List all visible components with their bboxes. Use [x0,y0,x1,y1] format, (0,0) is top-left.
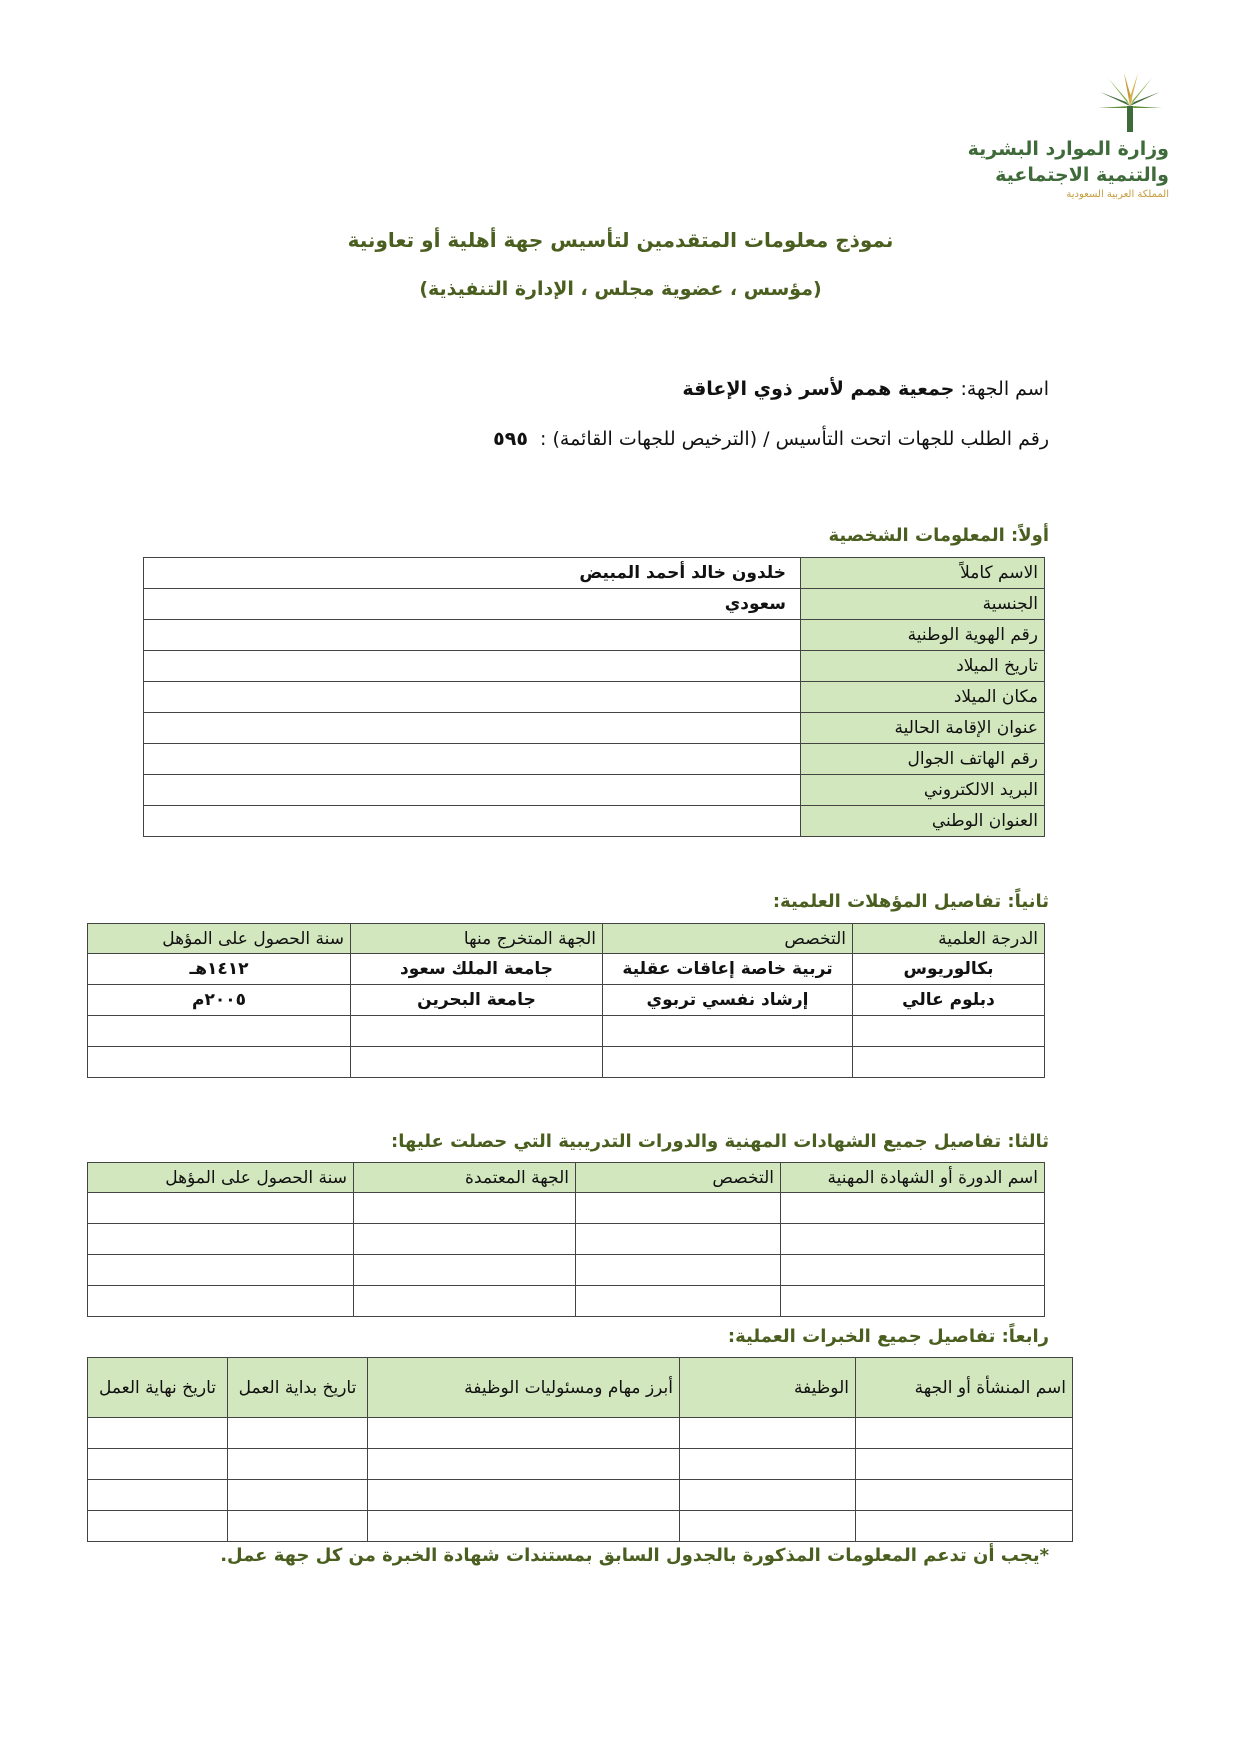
table-cell: بكالوريوس [853,954,1045,985]
table-cell: ١٤١٢هـ [88,954,351,985]
field-label-full-name: الاسم كاملاً [801,558,1045,589]
table-row [88,1255,1045,1286]
table-row [144,775,1045,806]
table-cell: دبلوم عالي [853,985,1045,1016]
column-header: تاريخ بداية العمل [228,1358,368,1418]
table-cell [88,1286,354,1317]
table-row [144,806,1045,837]
field-value-birth-place [144,682,801,713]
table-cell [88,1016,351,1047]
table-row [144,558,1045,589]
table-cell [856,1449,1073,1480]
table-cell [576,1286,781,1317]
table-cell [856,1511,1073,1542]
table-cell [351,1016,603,1047]
table-cell: تربية خاصة إعاقات عقلية [603,954,853,985]
table-row [88,1418,1073,1449]
table-cell [856,1480,1073,1511]
table-cell [576,1224,781,1255]
table-cell [576,1255,781,1286]
request-label: رقم الطلب للجهات اتحت التأسيس / (الترخيص للجهات القائمة) : [540,428,1049,450]
field-label-email: البريد الالكتروني [801,775,1045,806]
table-row [144,589,1045,620]
column-header: الجهة المعتمدة [354,1163,576,1193]
logo-line-1: وزارة الموارد البشرية [967,138,1169,160]
table-cell: جامعة الملك سعود [351,954,603,985]
field-label-mobile: رقم الهاتف الجوال [801,744,1045,775]
ministry-logo [967,72,1169,212]
table-cell [603,1016,853,1047]
field-value-birth-date [144,651,801,682]
table-cell [853,1016,1045,1047]
field-label-address: عنوان الإقامة الحالية [801,713,1045,744]
table-cell [88,1449,228,1480]
table-row [88,985,1045,1016]
field-value-address [144,713,801,744]
table-row [88,1511,1073,1542]
table-row [144,713,1045,744]
table-cell [88,1255,354,1286]
personal-info-table [143,557,1045,837]
column-header: تاريخ نهاية العمل [88,1358,228,1418]
column-header: الوظيفة [680,1358,856,1418]
table-header-row [88,924,1045,954]
table-cell [228,1449,368,1480]
table-row [88,1047,1045,1078]
field-value-full-name: خلدون خالد أحمد المبيض [144,558,801,589]
table-row [144,620,1045,651]
column-header: الجهة المتخرج منها [351,924,603,954]
table-cell [853,1047,1045,1078]
table-cell [228,1480,368,1511]
field-value-national-id [144,620,801,651]
column-header: أبرز مهام ومسئوليات الوظيفة [368,1358,680,1418]
field-value-nationality: سعودي [144,589,801,620]
table-row [88,1193,1045,1224]
section-experience-heading: رابعاً: تفاصيل جميع الخبرات العملية: [727,1326,1049,1347]
field-value-email [144,775,801,806]
footnote: *يجب أن تدعم المعلومات المذكورة بالجدول السابق بمستندات شهادة الخبرة من كل جهة عمل. [220,1545,1049,1566]
table-cell [781,1255,1045,1286]
section-qualifications-heading: ثانياً: تفاصيل المؤهلات العلمية: [772,891,1049,912]
table-cell [680,1480,856,1511]
table-cell [368,1449,680,1480]
field-label-birth-place: مكان الميلاد [801,682,1045,713]
table-cell [88,1480,228,1511]
logo-line-3: المملكة العربية السعودية [1066,189,1169,200]
table-cell: ٢٠٠٥م [88,985,351,1016]
table-cell [88,1193,354,1224]
table-cell [856,1418,1073,1449]
table-cell [88,1224,354,1255]
logo-line-2: والتنمية الاجتماعية [995,164,1169,186]
form-subtitle: (مؤسس ، عضوية مجلس ، الإدارة التنفيذية) [419,278,822,300]
field-label-nationality: الجنسية [801,589,1045,620]
column-header: التخصص [576,1163,781,1193]
entity-line [682,378,1049,400]
request-line [493,428,1049,450]
field-value-mobile [144,744,801,775]
column-header: اسم المنشأة أو الجهة [856,1358,1073,1418]
table-cell [368,1418,680,1449]
table-row [88,1480,1073,1511]
table-cell [354,1286,576,1317]
table-cell [354,1193,576,1224]
table-row [144,651,1045,682]
table-row [88,954,1045,985]
table-cell: إرشاد نفسي تربوي [603,985,853,1016]
table-cell [603,1047,853,1078]
form-title: نموذج معلومات المتقدمين لتأسيس جهة أهلية أو تعاونية [347,228,894,252]
table-cell [368,1480,680,1511]
table-cell [228,1418,368,1449]
table-cell [781,1224,1045,1255]
field-label-national-address: العنوان الوطني [801,806,1045,837]
table-row [88,1016,1045,1047]
table-cell [680,1511,856,1542]
column-header: سنة الحصول على المؤهل [88,924,351,954]
table-cell [88,1418,228,1449]
table-row [88,1449,1073,1480]
table-cell [576,1193,781,1224]
table-cell [228,1511,368,1542]
table-cell [88,1511,228,1542]
field-label-national-id: رقم الهوية الوطنية [801,620,1045,651]
table-row [144,744,1045,775]
table-cell [351,1047,603,1078]
table-row [88,1286,1045,1317]
request-value: ٥٩٥ [493,428,528,450]
table-cell [354,1224,576,1255]
palm-logo-icon [1095,72,1165,136]
table-header-row [88,1163,1045,1193]
table-header-row [88,1358,1073,1418]
table-cell [781,1286,1045,1317]
table-cell [680,1418,856,1449]
section-certificates-heading: ثالثا: تفاصيل جميع الشهادات المهنية والدورات التدريبية التي حصلت عليها: [391,1131,1049,1152]
table-row [144,682,1045,713]
qualifications-table [87,923,1045,1078]
table-row [88,1224,1045,1255]
table-cell [368,1511,680,1542]
entity-label: اسم الجهة: [960,378,1049,400]
table-cell: جامعة البحرين [351,985,603,1016]
column-header: اسم الدورة أو الشهادة المهنية [781,1163,1045,1193]
section-personal-heading: أولاً: المعلومات الشخصية [828,525,1049,546]
experience-table [87,1357,1073,1542]
column-header: التخصص [603,924,853,954]
table-cell [354,1255,576,1286]
field-label-birth-date: تاريخ الميلاد [801,651,1045,682]
table-cell [88,1047,351,1078]
table-cell [680,1449,856,1480]
table-cell [781,1193,1045,1224]
entity-value: جمعية همم لأسر ذوي الإعاقة [682,378,955,400]
field-value-national-address [144,806,801,837]
column-header: الدرجة العلمية [853,924,1045,954]
certificates-table [87,1162,1045,1317]
column-header: سنة الحصول على المؤهل [88,1163,354,1193]
